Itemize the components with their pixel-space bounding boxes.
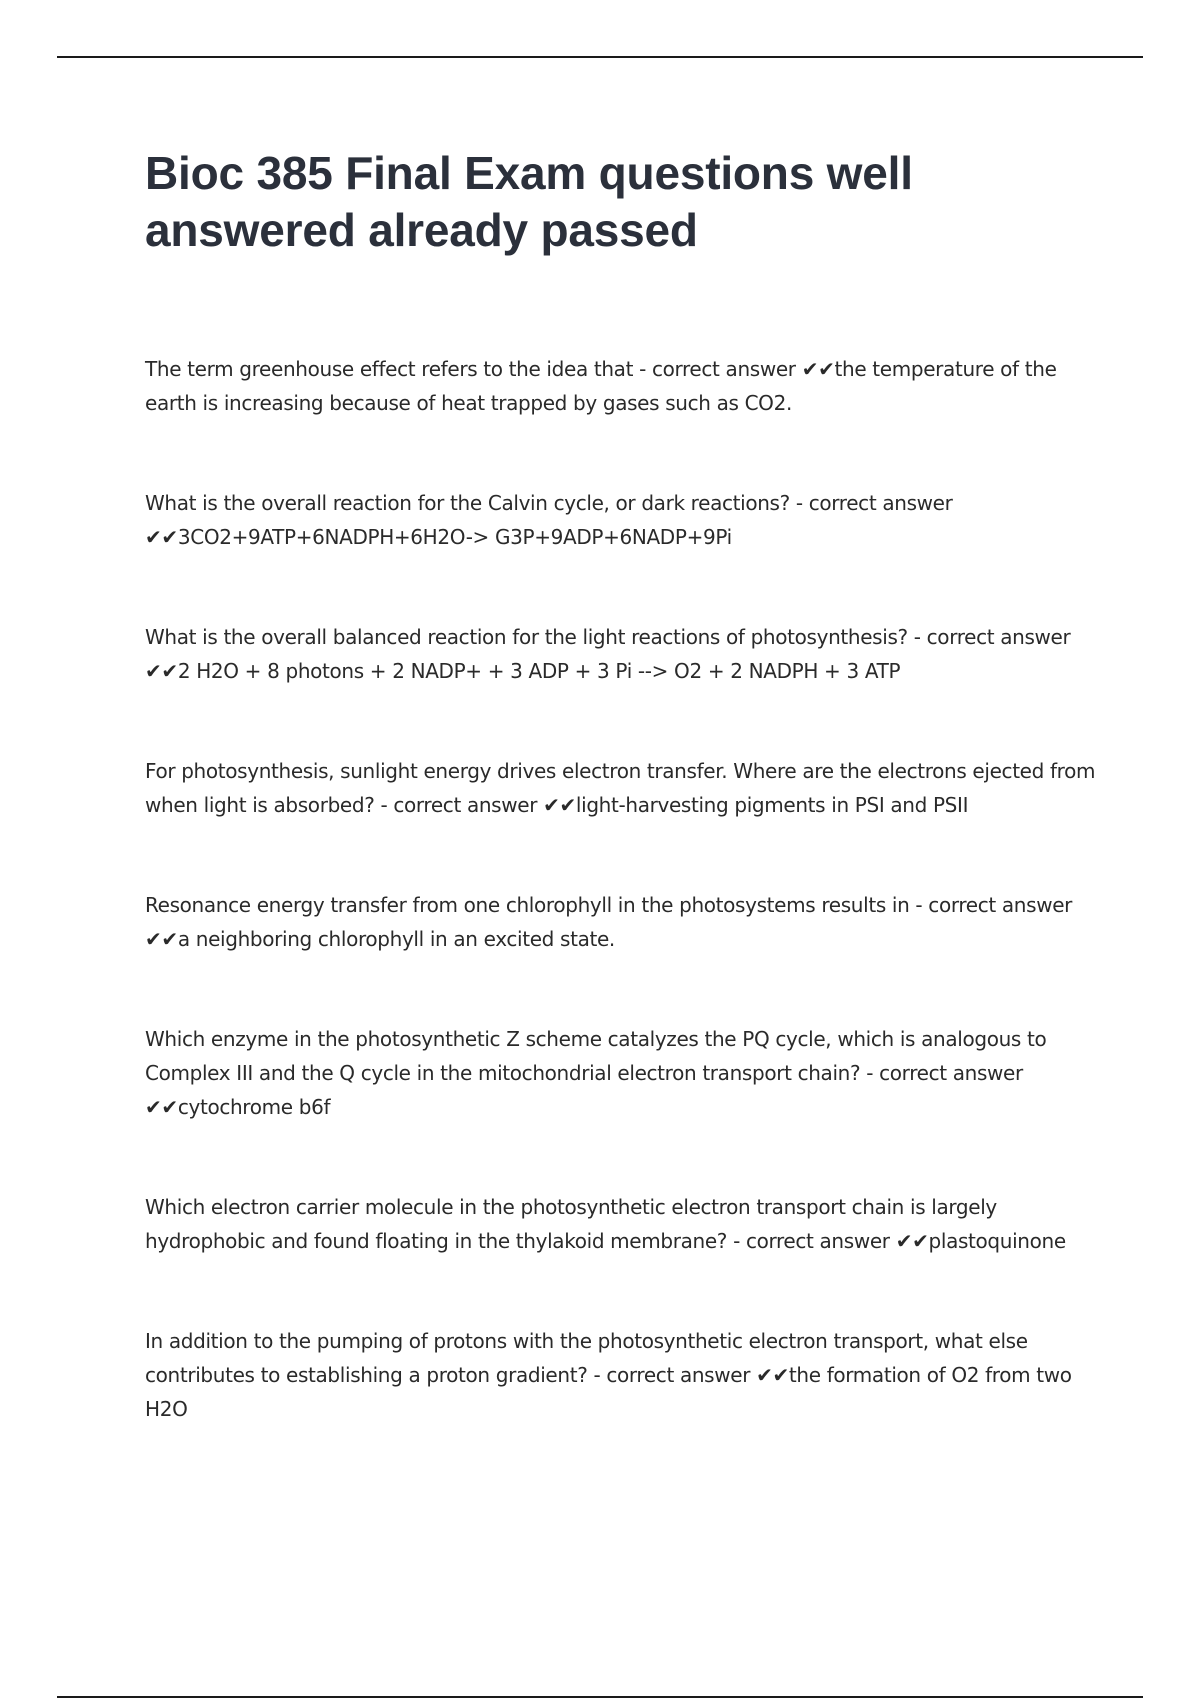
answer-text: the temperature of the earth is increasing because of heat trapped by gases such as CO2. [145,357,1057,415]
question-text: Which electron carrier molecule in the photosynthetic electron transport chain is largely hydrophobic and found floating in the thylakoid membrane? - correct answer [145,1195,997,1253]
question-text: The term greenhouse effect refers to the idea that - correct answer [145,357,802,381]
answer-text: cytochrome b6f [177,1095,331,1119]
question-text: Resonance energy transfer from one chlorophyll in the photosystems results in - correct answer [145,893,1073,917]
answer-text: the formation of O2 from two H2O [145,1363,1072,1421]
answer-text: a neighboring chlorophyll in an excited state. [177,927,615,951]
question-text: Which enzyme in the photosynthetic Z scheme catalyzes the PQ cycle, which is analogous to Complex III and the Q cycle in the mitochondrial electron transport chain? - correct answer [145,1027,1047,1085]
check-marks-icon: ✔✔ [756,1363,789,1387]
qa-item [145,1190,1100,1258]
check-marks-icon: ✔✔ [145,659,178,683]
answer-text: 3CO2+9ATP+6NADPH+6H2O-> G3P+9ADP+6NADP+9Pi [177,525,732,549]
answer-text: plastoquinone [928,1229,1066,1253]
qa-list [145,352,1100,1492]
qa-item [145,1324,1100,1426]
qa-item [145,1022,1100,1124]
qa-item [145,352,1100,420]
check-marks-icon: ✔✔ [145,927,178,951]
qa-item [145,754,1100,822]
page-title: Bioc 385 Final Exam questions well answered already passed [145,147,913,256]
question-text: What is the overall balanced reaction for the light reactions of photosynthesis? - correct answer [145,625,1071,649]
check-marks-icon: ✔✔ [145,1095,178,1119]
answer-text: light-harvesting pigments in PSI and PSII [575,793,969,817]
check-marks-icon: ✔✔ [801,357,835,381]
answer-text: 2 H2O + 8 photons + 2 NADP+ + 3 ADP + 3 Pi --> O2 + 2 NADPH + 3 ATP [177,659,901,683]
question-text: What is the overall reaction for the Calvin cycle, or dark reactions? - correct answer [145,491,953,515]
check-marks-icon: ✔✔ [145,525,178,549]
question-text: In addition to the pumping of protons with the photosynthetic electron transport, what else contributes to establishing a proton gradient? - correct answer [145,1329,1028,1387]
qa-item [145,620,1100,688]
check-marks-icon: ✔✔ [895,1229,929,1253]
top-rule [57,56,1143,58]
bottom-rule [57,1696,1143,1698]
check-marks-icon: ✔✔ [543,793,576,817]
qa-item [145,486,1100,554]
qa-item [145,888,1100,956]
question-text: For photosynthesis, sunlight energy drives electron transfer. Where are the electrons ejected from when light is absorbed? - correct answer [145,759,1096,817]
